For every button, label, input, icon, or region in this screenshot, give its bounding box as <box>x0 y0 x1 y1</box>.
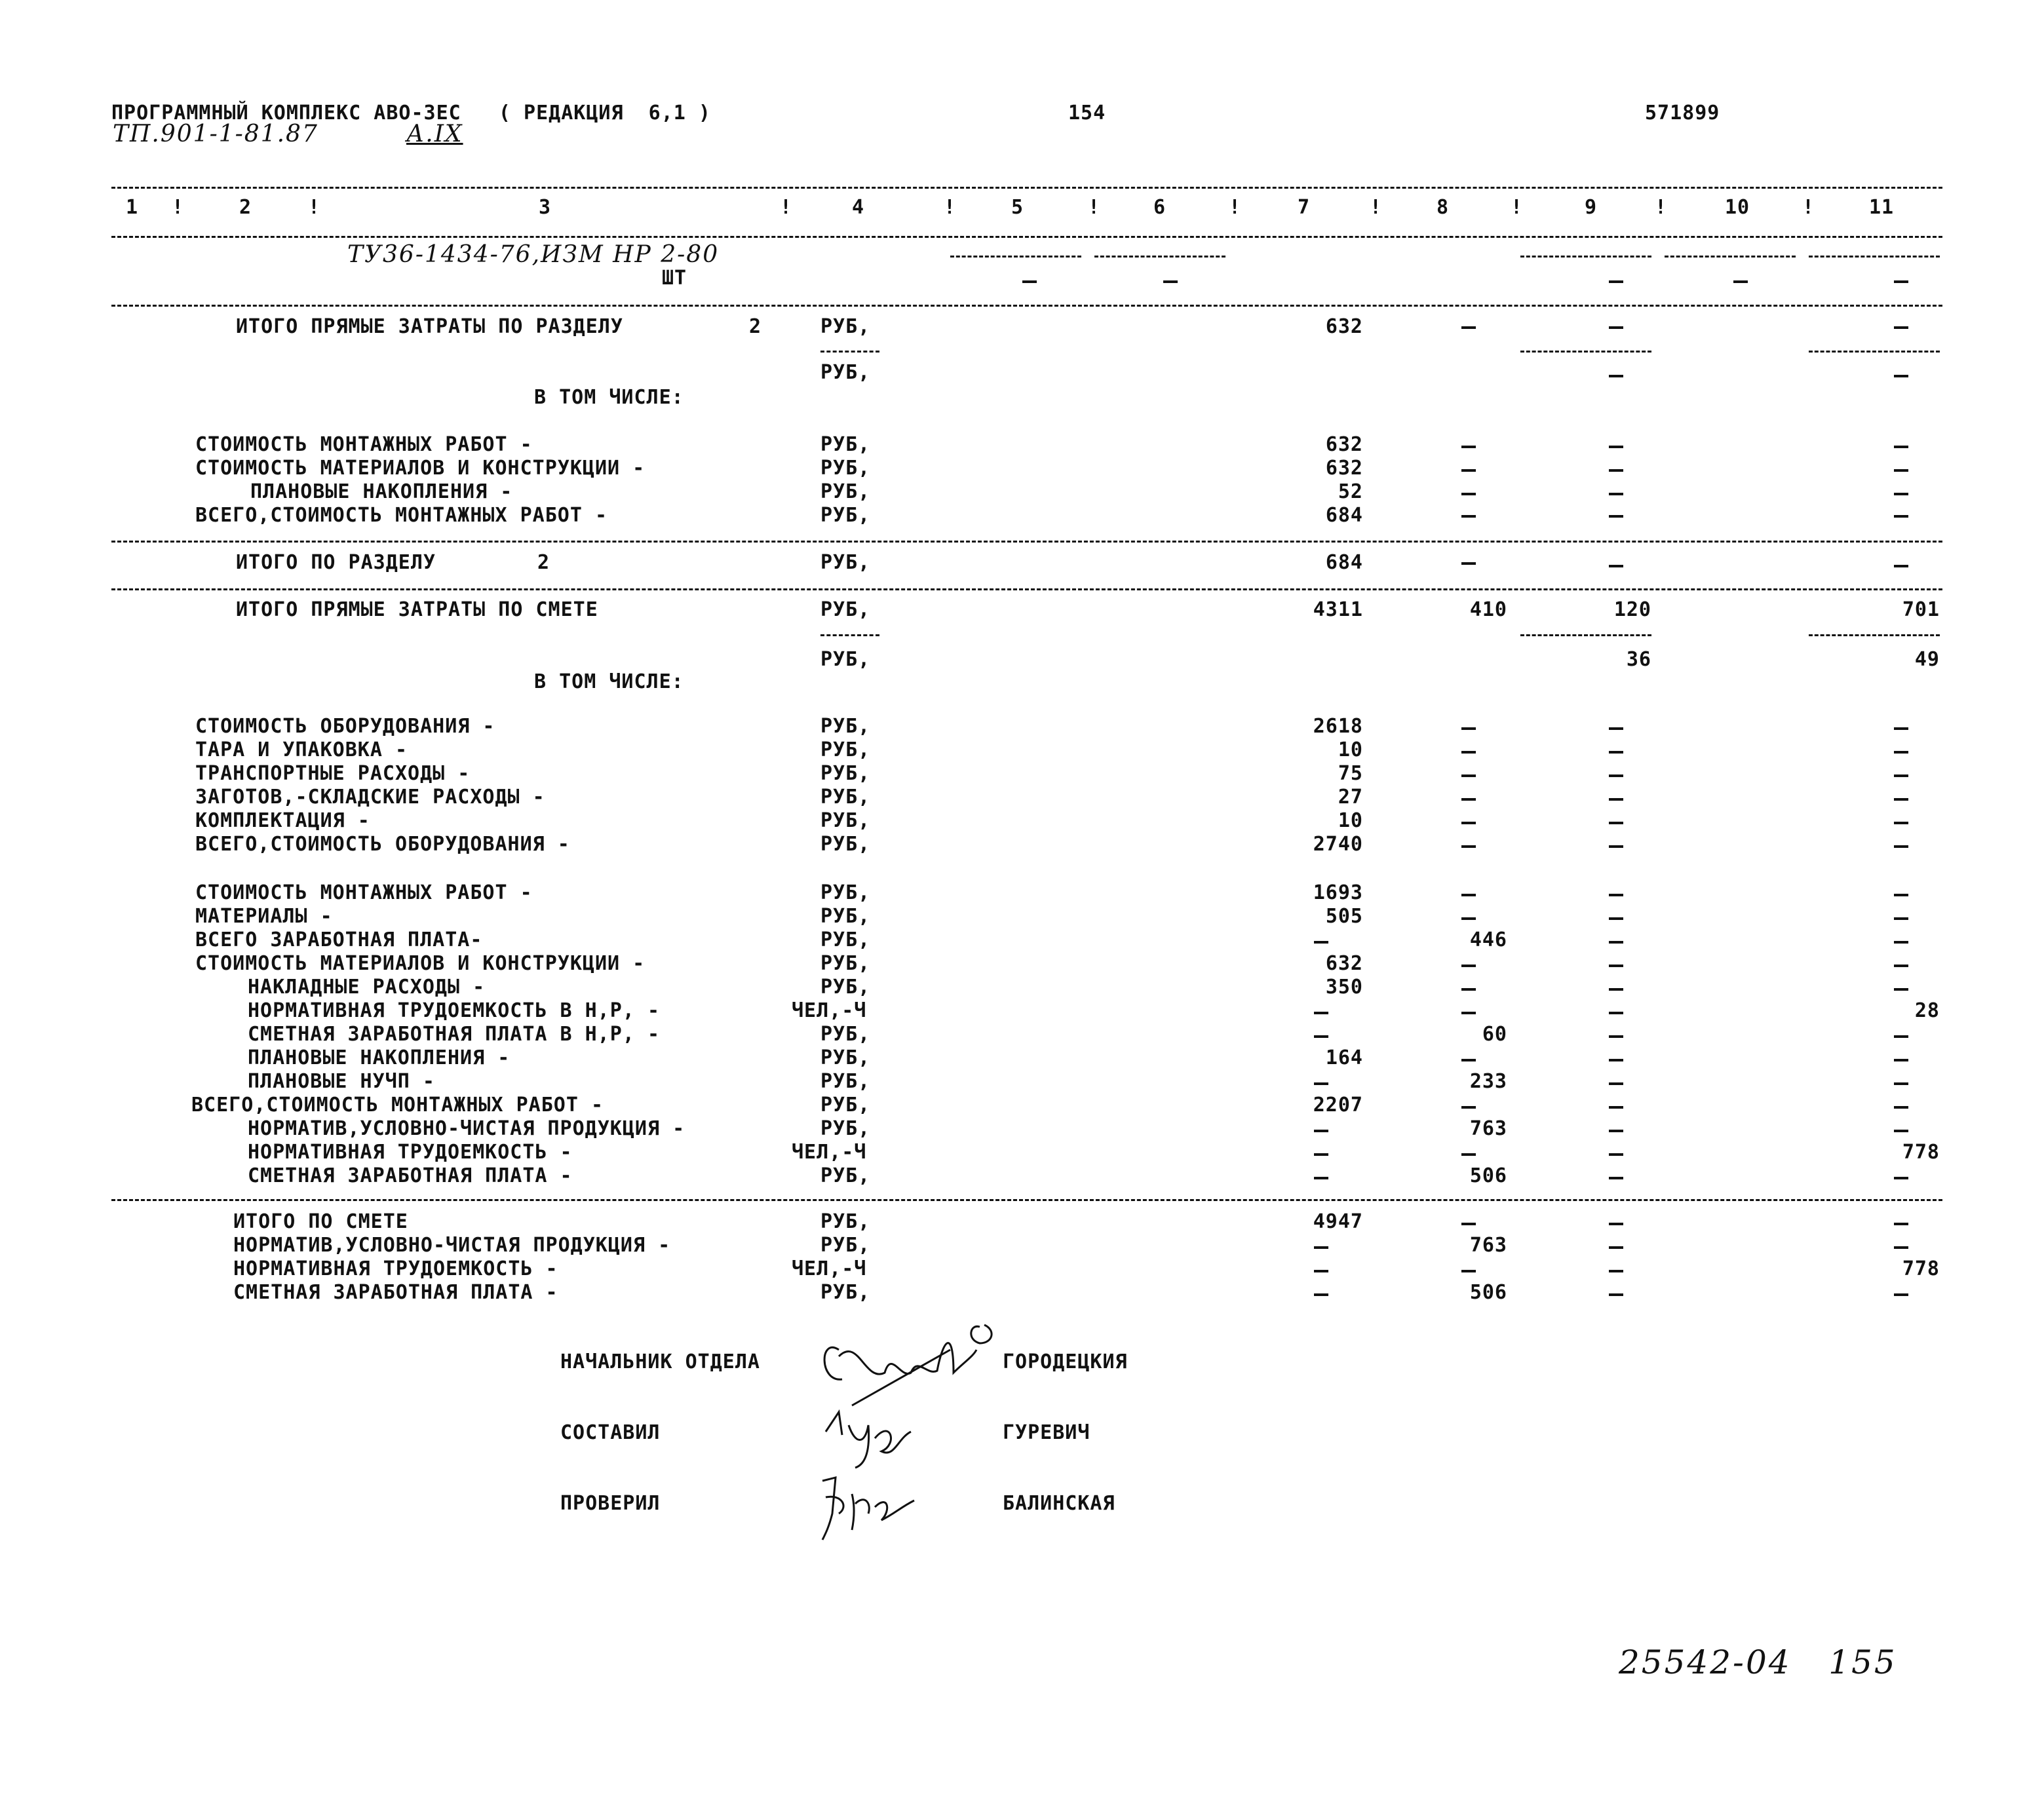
empty-value-dash <box>1894 1130 1908 1132</box>
col-10: 10 <box>1725 196 1750 219</box>
row-unit: РУБ, <box>820 738 871 761</box>
empty-value-dash <box>1609 798 1623 801</box>
empty-value-dash <box>1894 917 1908 920</box>
empty-value-dash <box>1609 941 1623 944</box>
empty-value-dash <box>1461 774 1476 777</box>
row-label: ИТОГО ПО СМЕТЕ <box>233 1210 408 1233</box>
row-value: 10 <box>1338 738 1363 761</box>
row-value: 632 <box>1325 952 1363 975</box>
row-value: 2618 <box>1313 715 1363 738</box>
empty-value-dash <box>1314 1293 1328 1296</box>
col-5: 5 <box>1011 196 1024 219</box>
row-value: 506 <box>1469 1281 1507 1304</box>
role-label: СОСТАВИЛ <box>560 1421 661 1444</box>
row-label: ПЛАНОВЫЕ НАКОПЛЕНИЯ - <box>248 1046 511 1069</box>
row-value: 763 <box>1469 1117 1507 1140</box>
row-value: 506 <box>1469 1164 1507 1187</box>
row-label: СТОИМОСТЬ МОНТАЖНЫХ РАБОТ - <box>195 881 533 904</box>
row-value: 164 <box>1325 1046 1363 1069</box>
empty-value-dash <box>1461 894 1476 896</box>
empty-value-dash <box>1461 988 1476 991</box>
handwritten-signature-2 <box>819 1399 950 1471</box>
empty-value-dash <box>1314 1270 1328 1272</box>
spec-reference: ТУ36-1434-76,ИЗМ НР 2-80 <box>347 241 720 268</box>
empty-value-dash <box>1461 1270 1476 1272</box>
empty-value-dash <box>1894 822 1908 824</box>
row-unit: РУБ, <box>820 881 871 904</box>
empty-value-dash <box>1609 1153 1623 1156</box>
empty-value-dash <box>1314 941 1328 944</box>
empty-value-dash <box>1609 1059 1623 1061</box>
col-9: 9 <box>1585 196 1598 219</box>
row-label: МАТЕРИАЛЫ - <box>195 905 333 928</box>
row-label: НОРМАТИВНАЯ ТРУДОЕМКОСТЬ - <box>248 1141 573 1164</box>
row-value: 446 <box>1469 928 1507 951</box>
handwritten-signature-3 <box>816 1468 947 1553</box>
empty-value-dash <box>1894 1223 1908 1225</box>
row-value: 233 <box>1469 1070 1507 1093</box>
empty-value-dash <box>1894 965 1908 967</box>
empty-value-dash <box>1609 1130 1623 1132</box>
empty-value-dash <box>1894 798 1908 801</box>
row-unit: РУБ, <box>820 976 871 999</box>
row-unit: РУБ, <box>820 715 871 738</box>
page-number: 154 <box>1068 102 1106 124</box>
row-value: 10 <box>1338 809 1363 832</box>
empty-value-dash <box>1314 1153 1328 1156</box>
empty-value-dash <box>1894 845 1908 848</box>
rule-2 <box>111 541 1942 543</box>
empty-value-dash <box>1894 1177 1908 1179</box>
empty-value-dash <box>1894 774 1908 777</box>
empty-value-dash <box>1609 822 1623 824</box>
empty-value-dash <box>1461 727 1476 730</box>
row-label: НОРМАТИВ,УСЛОВНО-ЧИСТАЯ ПРОДУКЦИЯ - <box>233 1234 671 1257</box>
row-unit: РУБ, <box>820 1234 871 1257</box>
empty-value-dash <box>1894 1293 1908 1296</box>
empty-value-dash <box>1609 917 1623 920</box>
empty-value-dash <box>1609 774 1623 777</box>
empty-value-dash <box>1609 1177 1623 1179</box>
col-1: 1 <box>126 196 139 219</box>
empty-value-dash <box>1894 1106 1908 1109</box>
footer-stamp: 25542-04 155 <box>1619 1643 1897 1681</box>
empty-value-dash <box>1609 1035 1623 1038</box>
program-title: ПРОГРАММНЫЙ КОМПЛЕКС АВО-3ЕС ( РЕДАКЦИЯ 6,1 ) <box>111 102 711 124</box>
row-value: 27 <box>1338 786 1363 809</box>
empty-value-dash <box>1609 1012 1623 1014</box>
row-value: 763 <box>1469 1234 1507 1257</box>
signer-name: ГОРОДЕЦКИЯ <box>1003 1350 1128 1373</box>
empty-value-dash <box>1461 1153 1476 1156</box>
row-value: 4947 <box>1313 1210 1363 1233</box>
role-label: ПРОВЕРИЛ <box>560 1492 661 1515</box>
empty-value-dash <box>1461 965 1476 967</box>
empty-value-dash <box>1894 751 1908 754</box>
row-label: ВСЕГО,СТОИМОСТЬ ОБОРУДОВАНИЯ - <box>195 833 570 856</box>
row-unit: ЧЕЛ,-Ч <box>792 999 867 1022</box>
row-label: ТАРА И УПАКОВКА - <box>195 738 408 761</box>
empty-value-dash <box>1461 751 1476 754</box>
empty-value-dash <box>1894 1035 1908 1038</box>
empty-value-dash <box>1609 751 1623 754</box>
row-unit: РУБ, <box>820 762 871 785</box>
spec-unit: ШТ <box>662 267 687 290</box>
rule-3 <box>111 588 1942 590</box>
row-unit: РУБ, <box>820 1023 871 1046</box>
row-label: ПЛАНОВЫЕ НУЧП - <box>248 1070 435 1093</box>
row-value: 28 <box>1914 999 1940 1022</box>
role-label: НАЧАЛЬНИК ОТДЕЛА <box>560 1350 760 1373</box>
empty-value-dash <box>1314 1246 1328 1249</box>
row-label: НОРМАТИВ,УСЛОВНО-ЧИСТАЯ ПРОДУКЦИЯ - <box>248 1117 685 1140</box>
row-unit: РУБ, <box>820 1117 871 1140</box>
signer-name: БАЛИНСКАЯ <box>1003 1492 1115 1515</box>
empty-value-dash <box>1314 1082 1328 1085</box>
col-7: 7 <box>1298 196 1311 219</box>
project-code: ТП.901-1-81.87 <box>113 121 318 147</box>
row-unit: РУБ, <box>820 833 871 856</box>
row-label: ЗАГОТОВ,-СКЛАДСКИЕ РАСХОДЫ - <box>195 786 545 809</box>
signer-name: ГУРЕВИЧ <box>1003 1421 1090 1444</box>
row-label: СТОИМОСТЬ МАТЕРИАЛОВ И КОНСТРУКЦИИ - <box>195 952 646 975</box>
row-value: 778 <box>1902 1257 1940 1280</box>
row-label: НАКЛАДНЫЕ РАСХОДЫ - <box>248 976 486 999</box>
empty-value-dash <box>1609 1293 1623 1296</box>
empty-value-dash <box>1461 1106 1476 1109</box>
empty-value-dash <box>1314 1012 1328 1014</box>
row-label: СМЕТНАЯ ЗАРАБОТНАЯ ПЛАТА - <box>248 1164 573 1187</box>
empty-value-dash <box>1894 941 1908 944</box>
row-label: КОМПЛЕКТАЦИЯ - <box>195 809 370 832</box>
empty-value-dash <box>1609 1223 1623 1225</box>
empty-value-dash <box>1894 1059 1908 1061</box>
row-label: НОРМАТИВНАЯ ТРУДОЕМКОСТЬ - <box>233 1257 558 1280</box>
empty-value-dash <box>1461 822 1476 824</box>
row-unit: РУБ, <box>820 1046 871 1069</box>
empty-value-dash <box>1894 727 1908 730</box>
row-unit: РУБ, <box>820 905 871 928</box>
empty-value-dash <box>1894 894 1908 896</box>
empty-value-dash <box>1314 1035 1328 1038</box>
rule-1 <box>111 305 1942 307</box>
row-value: 2207 <box>1313 1094 1363 1117</box>
rule-4 <box>111 1199 1942 1201</box>
col-6: 6 <box>1153 196 1167 219</box>
row-value: 778 <box>1902 1141 1940 1164</box>
empty-value-dash <box>1894 988 1908 991</box>
row-unit: РУБ, <box>820 1164 871 1187</box>
row-label: ВСЕГО,СТОИМОСТЬ МОНТАЖНЫХ РАБОТ - <box>191 1094 604 1117</box>
row-unit: РУБ, <box>820 809 871 832</box>
empty-value-dash <box>1461 798 1476 801</box>
empty-value-dash <box>1609 845 1623 848</box>
empty-value-dash <box>1461 845 1476 848</box>
col-3: 3 <box>539 196 552 219</box>
row-unit: РУБ, <box>820 1070 871 1093</box>
row-label: ТРАНСПОРТНЫЕ РАСХОДЫ - <box>195 762 471 785</box>
empty-value-dash <box>1609 1082 1623 1085</box>
row-unit: РУБ, <box>820 928 871 951</box>
row-value: 1693 <box>1313 881 1363 904</box>
row-label: СМЕТНАЯ ЗАРАБОТНАЯ ПЛАТА - <box>233 1281 558 1304</box>
empty-value-dash <box>1609 965 1623 967</box>
row-label: ВСЕГО ЗАРАБОТНАЯ ПЛАТА- <box>195 928 483 951</box>
row-value: 505 <box>1325 905 1363 928</box>
document-number: 571899 <box>1645 102 1720 124</box>
row-label: НОРМАТИВНАЯ ТРУДОЕМКОСТЬ В Н,Р, - <box>248 999 661 1022</box>
col-2: 2 <box>239 196 252 219</box>
album-number: А.IX <box>406 121 463 147</box>
col-11: 11 <box>1869 196 1895 219</box>
empty-value-dash <box>1314 1177 1328 1179</box>
empty-value-dash <box>1609 988 1623 991</box>
empty-value-dash <box>1461 1059 1476 1061</box>
row-unit: ЧЕЛ,-Ч <box>792 1141 867 1164</box>
empty-value-dash <box>1461 1223 1476 1225</box>
empty-value-dash <box>1609 894 1623 896</box>
empty-value-dash <box>1609 1106 1623 1109</box>
empty-value-dash <box>1609 1270 1623 1272</box>
row-label: СТОИМОСТЬ ОБОРУДОВАНИЯ - <box>195 715 495 738</box>
empty-value-dash <box>1894 1246 1908 1249</box>
including-label: В ТОМ ЧИСЛЕ: <box>534 386 684 409</box>
empty-value-dash <box>1609 1246 1623 1249</box>
row-label: СМЕТНАЯ ЗАРАБОТНАЯ ПЛАТА В Н,Р, - <box>248 1023 661 1046</box>
row-unit: РУБ, <box>820 952 871 975</box>
empty-value-dash <box>1314 1130 1328 1132</box>
rule-top <box>111 187 1942 189</box>
row-unit: РУБ, <box>820 786 871 809</box>
row-unit: РУБ, <box>820 1281 871 1304</box>
empty-value-dash <box>1461 917 1476 920</box>
row-unit: РУБ, <box>820 1210 871 1233</box>
row-value: 60 <box>1482 1023 1507 1046</box>
col-8: 8 <box>1437 196 1450 219</box>
col-4: 4 <box>852 196 865 219</box>
empty-value-dash <box>1894 1082 1908 1085</box>
row-value: 350 <box>1325 976 1363 999</box>
row-value: 75 <box>1338 762 1363 785</box>
empty-value-dash <box>1461 1012 1476 1014</box>
row-unit: РУБ, <box>820 1094 871 1117</box>
rule-header-bottom <box>111 236 1942 238</box>
empty-value-dash <box>1609 727 1623 730</box>
row-unit: ЧЕЛ,-Ч <box>792 1257 867 1280</box>
row-value: 2740 <box>1313 833 1363 856</box>
including-label-2: В ТОМ ЧИСЛЕ: <box>534 670 684 693</box>
